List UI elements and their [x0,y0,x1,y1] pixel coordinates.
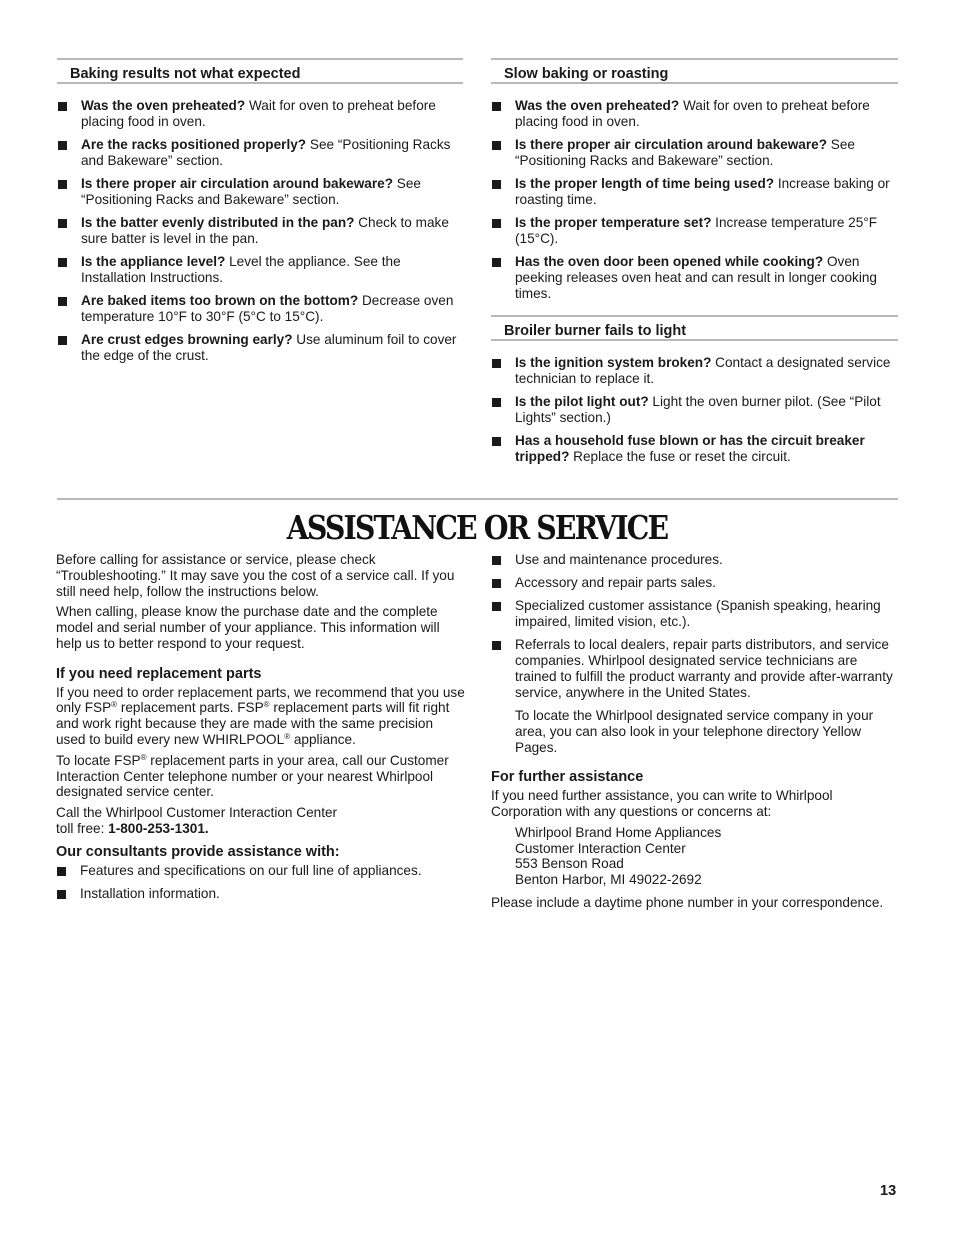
list-item: Are crust edges browning early? Use aluminum foil to cover the edge of the crust. [57,332,463,364]
list-item: Is there proper air circulation around bakeware? See “Positioning Racks and Bakeware” section. [57,176,463,208]
page-number: 13 [880,1183,897,1199]
call-center-paragraph: Call the Whirlpool Customer Interaction Center toll free: 1-800-253-1301. [56,805,338,836]
page-title: ASSISTANCE OR SERVICE [286,508,668,547]
bullet-square-icon [492,180,501,189]
heading-further-assistance: For further assistance [491,769,644,786]
bullet-square-icon [492,219,501,228]
list-item: Was the oven preheated? Wait for oven to preheat before placing food in oven. [57,98,463,130]
address-line: Customer Interaction Center [515,840,686,856]
bullet-square-icon [492,359,501,368]
further-assistance-paragraph: If you need further assistance, you can write to Whirlpool Corporation with any questions or concerns at: [491,788,833,819]
section-divider [57,498,898,500]
list-item: Is there proper air circulation around bakeware? See “Positioning Racks and Bakeware” section. [491,137,898,169]
bullet-square-icon [492,641,501,650]
heading-broiler-burner: Broiler burner fails to light [491,315,898,341]
toll-free-phone: 1-800-253-1301. [108,820,209,836]
baking-results-list [57,98,463,364]
address-line: 553 Benson Road [515,856,624,872]
section-baking-results [57,58,463,371]
bullet-square-icon [58,219,67,228]
consultants-list-left [56,863,466,902]
list-item: Is the pilot light out? Light the oven burner pilot. (See “Pilot Lights” section.) [491,394,898,426]
list-item: Installation information. [56,886,466,902]
assistance-right-column [491,552,901,916]
list-item: Use and maintenance procedures. [491,552,901,568]
list-item: Are baked items too brown on the bottom? Decrease oven temperature 10°F to 30°F (5°C to 15°C). [57,293,463,325]
bullet-square-icon [492,141,501,150]
heading-baking-results: Baking results not what expected [57,58,463,84]
bullet-square-icon [58,180,67,189]
bullet-square-icon [492,102,501,111]
list-item: Is the proper temperature set? Increase temperature 25°F (15°C). [491,215,898,247]
list-item: Is the proper length of time being used? Increase baking or roasting time. [491,176,898,208]
bullet-square-icon [58,258,67,267]
list-item: Is the ignition system broken? Contact a designated service technician to replace it. [491,355,898,387]
heading-consultants: Our consultants provide assistance with: [56,843,340,860]
address-line: Whirlpool Brand Home Appliances [515,824,722,840]
heading-replacement-parts: If you need replacement parts [56,665,262,682]
mailing-address [491,825,901,888]
bullet-square-icon [492,437,501,446]
list-item: Referrals to local dealers, repair parts distributors, and service companies. Whirlpool designated service technicians are trained to fulfill the product warranty and provide after-warranty service, anywhere in the United States. [491,637,901,700]
intro-paragraph-1: Before calling for assistance or service, please check “Troubleshooting.” It may save you the cost of a service call. If you still need help, follow the instructions below. [56,552,455,599]
list-item: Features and specifications on our full line of appliances. [56,863,466,879]
closing-note: Please include a daytime phone number in your correspondence. [491,894,884,910]
broiler-burner-list [491,355,898,465]
bullet-square-icon [58,102,67,111]
assistance-left-column [56,552,466,909]
bullet-square-icon [492,602,501,611]
list-item: Is the batter evenly distributed in the pan? Check to make sure batter is level in the pan. [57,215,463,247]
list-item: Accessory and repair parts sales. [491,575,901,591]
address-line: Benton Harbor, MI 49022-2692 [515,872,702,888]
bullet-square-icon [492,556,501,565]
bullet-square-icon [58,141,67,150]
locate-parts-paragraph: To locate FSP® replacement parts in your area, call our Customer Interaction Center telephone number or your nearest Whirlpool designated service center. [56,752,449,800]
bullet-square-icon [58,297,67,306]
consultants-list-right [491,552,901,701]
list-item: Was the oven preheated? Wait for oven to preheat before placing food in oven. [491,98,898,130]
bullet-square-icon [57,867,66,876]
bullet-square-icon [492,579,501,588]
bullet-square-icon [492,258,501,267]
replacement-parts-paragraph: If you need to order replacement parts, we recommend that you use only FSP® replacement parts. FSP® replacement parts will fit right and work right because they are made with the same precision used to build every new WHIRLPOOL® appliance. [56,684,465,747]
list-item: Are the racks positioned properly? See “Positioning Racks and Bakeware” section. [57,137,463,169]
bullet-square-icon [58,336,67,345]
slow-baking-list [491,98,898,301]
locate-service-paragraph: To locate the Whirlpool designated service company in your area, you can also look in your telephone directory Yellow Pages. [515,707,874,755]
list-item: Has a household fuse blown or has the circuit breaker tripped? Replace the fuse or reset the circuit. [491,433,898,465]
list-item: Has the oven door been opened while cooking? Oven peeking releases oven heat and can result in longer cooking times. [491,254,898,301]
list-item: Specialized customer assistance (Spanish speaking, hearing impaired, limited vision, etc.). [491,598,901,630]
list-item: Is the appliance level? Level the appliance. See the Installation Instructions. [57,254,463,286]
bullet-square-icon [492,398,501,407]
section-slow-baking [491,58,898,472]
bullet-square-icon [57,890,66,899]
heading-slow-baking: Slow baking or roasting [491,58,898,84]
intro-paragraph-2: When calling, please know the purchase date and the complete model and serial number of your appliance. This information will help us to better respond to your request. [56,604,440,651]
